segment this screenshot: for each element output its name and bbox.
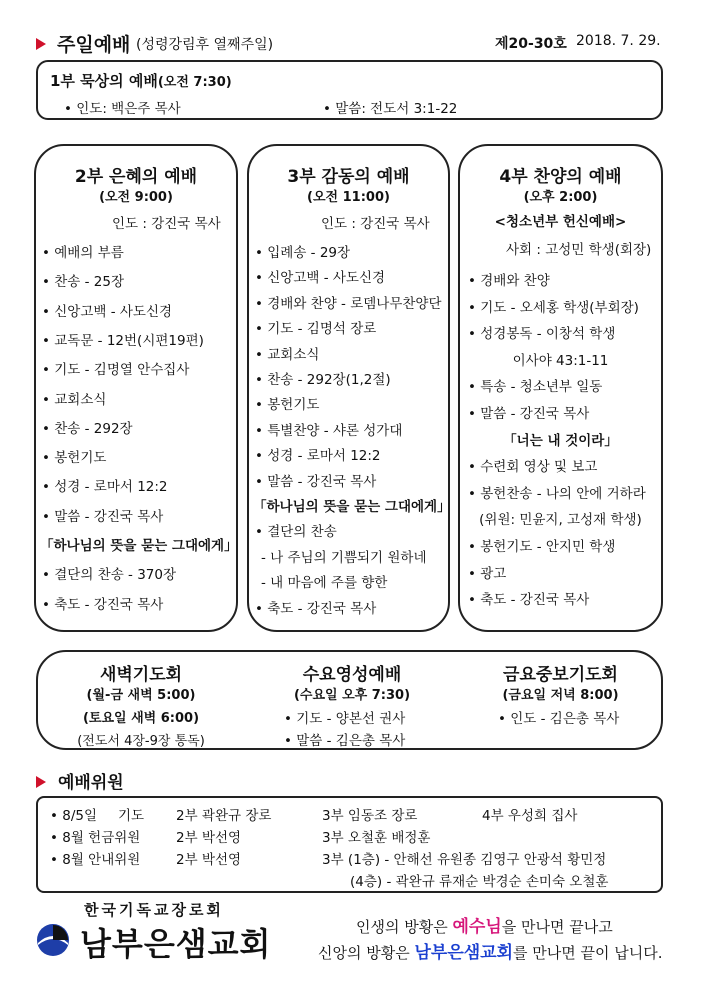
dawn-prayer-title: 새벽기도회 <box>99 665 183 685</box>
third-order-item: • 결단의 찬송 <box>255 524 337 541</box>
third-order-item: 「하나님의 뜻을 묻는 그대에게」 <box>253 499 451 515</box>
second-order-item: • 기도 - 김명열 안수집사 <box>42 362 190 379</box>
third-order-item: - 나 주님의 기쁨되기 원하네 <box>261 549 427 566</box>
fourth-order-item: • 경배와 찬양 <box>468 273 550 289</box>
committee-title: 예배위원 <box>58 773 124 793</box>
section-marker-icon <box>36 38 46 50</box>
second-service-leader: 인도 : 강진국 목사 <box>112 216 221 232</box>
fourth-service-title: 4부 찬양의 예배 <box>499 167 622 187</box>
second-order-item: • 성경 - 로마서 12:2 <box>42 479 168 496</box>
second-order-item: • 결단의 찬송 - 370장 <box>42 567 177 584</box>
committee-cell: 3부 임동조 장로 <box>322 808 418 824</box>
committee-cell: • 8월 안내위원 <box>50 852 141 868</box>
committee-cell: 2부 박선영 <box>176 830 242 846</box>
third-order-item: • 말씀 - 강진국 목사 <box>255 473 377 490</box>
fourth-order-item: • 봉헌찬송 - 나의 안에 거하라 <box>468 485 646 502</box>
committee-cell: 3부 오철훈 배정훈 <box>322 830 431 846</box>
issue-date: 2018. 7. 29. <box>576 33 661 49</box>
committee-cell: • 8월 헌금위원 <box>50 830 141 846</box>
second-order-item: • 봉헌기도 <box>42 450 107 467</box>
church-name: 남부은샘교회 <box>80 925 272 963</box>
slogan-2-post: 를 만나면 끝이 납니다. <box>513 944 663 962</box>
second-order-item: 「하나님의 뜻을 묻는 그대에게」 <box>40 538 238 554</box>
weekday-services-box <box>36 650 663 750</box>
second-order-item: • 교독문 - 12번(시편19편) <box>42 332 204 349</box>
first-service-leader: • 인도: 백은주 목사 <box>64 101 181 117</box>
dawn-prayer-note: (전도서 4장-9장 통독) <box>77 734 205 749</box>
second-order-item: • 찬송 - 292장 <box>42 420 133 437</box>
second-service-title: 2부 은혜의 예배 <box>74 167 198 187</box>
third-order-item: • 특별찬양 - 샤론 성가대 <box>255 422 403 439</box>
slogan-line-1 <box>356 912 613 937</box>
page-subtitle: (성령강림후 열째주일) <box>136 37 274 53</box>
second-order-item: • 말씀 - 강진국 목사 <box>42 508 164 525</box>
slogan-1-post: 을 만나면 끝나고 <box>501 918 613 936</box>
friday-prayer-time: (금요일 저녁 8:00) <box>502 688 619 703</box>
fourth-order-item: 「너는 내 것이라」 <box>503 432 618 449</box>
committee-cell: 4부 우성희 집사 <box>482 808 578 824</box>
wednesday-service-prayer: • 기도 - 양본선 권사 <box>284 711 406 727</box>
fourth-order-item: (위원: 민윤지, 고성재 학생) <box>479 512 642 529</box>
second-order-item: • 예배의 부름 <box>42 245 124 261</box>
slogan-2-pre: 신앙의 방황은 <box>318 944 415 962</box>
third-order-item: • 경배와 찬양 - 로뎀나무찬양단 <box>255 295 442 312</box>
second-order-item: • 신앙고백 - 사도신경 <box>42 303 173 320</box>
fourth-order-item: • 특송 - 청소년부 일동 <box>468 379 603 396</box>
first-service-sermon: • 말씀: 전도서 3:1-22 <box>323 101 458 117</box>
third-order-item: • 교회소식 <box>255 346 320 363</box>
third-order-item: • 기도 - 김명석 장로 <box>255 321 377 338</box>
wednesday-service-title: 수요영성예배 <box>302 665 402 685</box>
second-order-item: • 찬송 - 25장 <box>42 274 125 291</box>
committee-box <box>36 796 663 893</box>
first-service-time: (오전 7:30) <box>157 75 232 90</box>
third-order-item: • 신앙고백 - 사도신경 <box>255 270 386 287</box>
friday-prayer-leader: • 인도 - 김은총 목사 <box>498 711 620 727</box>
fourth-order-item: • 축도 - 강진국 목사 <box>468 592 590 609</box>
third-service-leader: 인도 : 강진국 목사 <box>321 216 430 232</box>
friday-prayer-title: 금요중보기도회 <box>503 665 618 685</box>
second-service-box <box>34 144 238 632</box>
committee-cell: 기도 <box>118 808 145 824</box>
church-logo-icon <box>36 923 70 957</box>
fourth-service-leader: 사회 : 고성민 학생(회장) <box>506 242 652 258</box>
third-order-item: • 입례송 - 29장 <box>255 245 351 261</box>
committee-cell: 2부 곽완규 장로 <box>176 808 272 824</box>
fourth-service-special: <청소년부 헌신예배> <box>494 214 627 230</box>
second-service-time: (오전 9:00) <box>99 190 173 205</box>
slogan-2-key: 남부은샘교회 <box>414 943 514 963</box>
committee-cell: 2부 박선영 <box>176 852 242 868</box>
fourth-order-item: • 수련회 영상 및 보고 <box>468 459 598 476</box>
issue-number: 제20-30호 <box>495 36 567 52</box>
wednesday-service-sermon: • 말씀 - 김은총 목사 <box>284 733 406 749</box>
fourth-order-item: • 말씀 - 강진국 목사 <box>468 406 590 422</box>
fourth-order-item: 이사야 43:1-11 <box>512 352 609 369</box>
fourth-service-time: (오후 2:00) <box>523 190 598 205</box>
fourth-service-box <box>458 144 663 632</box>
slogan-1-key: 예수님 <box>452 917 502 937</box>
fourth-order-item: • 봉헌기도 - 안지민 학생 <box>468 539 616 555</box>
third-order-item: • 찬송 - 292장(1,2절) <box>255 372 391 388</box>
denomination-name: 한국기독교장로회 <box>84 901 224 919</box>
page-title: 주일예배 <box>57 34 131 56</box>
third-order-item: - 내 마음에 주를 향한 <box>261 575 388 592</box>
committee-cell: • 8/5일 <box>50 808 98 824</box>
second-order-item: • 축도 - 강진국 목사 <box>42 596 164 613</box>
fourth-order-item: • 기도 - 오세홍 학생(부회장) <box>468 299 639 316</box>
first-service-box <box>36 60 663 120</box>
section-marker-icon <box>36 776 46 788</box>
dawn-prayer-time-saturday: (토요일 새벽 6:00) <box>82 711 200 726</box>
slogan-line-2 <box>318 938 663 963</box>
first-service-title: 1부 묵상의 예배 <box>50 72 158 90</box>
dawn-prayer-time-weekday: (월-금 새벽 5:00) <box>86 688 196 703</box>
slogan-1-pre: 인생의 방황은 <box>356 918 453 936</box>
third-service-box <box>247 144 450 632</box>
third-service-time: (오전 11:00) <box>307 190 390 205</box>
wednesday-service-time: (수요일 오후 7:30) <box>293 688 411 703</box>
third-order-item: • 성경 - 로마서 12:2 <box>255 448 381 465</box>
committee-cell: (4층) - 곽완규 류재순 박경순 손미숙 오철훈 <box>350 874 609 890</box>
third-order-item: • 봉헌기도 <box>255 397 320 414</box>
fourth-order-item: • 광고 <box>468 565 507 582</box>
fourth-order-item: • 성경봉독 - 이창석 학생 <box>468 326 616 343</box>
second-order-item: • 교회소식 <box>42 391 107 408</box>
committee-cell: 3부 (1층) - 안해선 유원종 김영구 안광석 황민정 <box>322 852 607 868</box>
third-order-item: • 축도 - 강진국 목사 <box>255 600 377 617</box>
third-service-title: 3부 감동의 예배 <box>287 167 410 187</box>
